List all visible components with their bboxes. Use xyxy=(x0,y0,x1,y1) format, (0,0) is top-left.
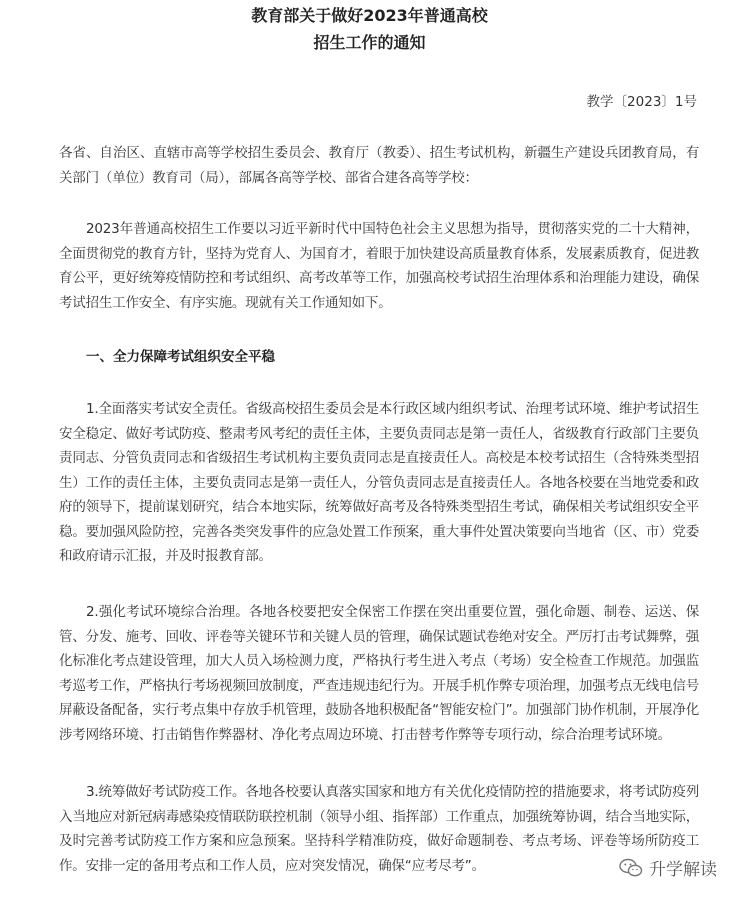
watermark xyxy=(619,855,717,880)
intro-paragraph: 2023年普通高校招生工作要以习近平新时代中国特色社会主义思想为指导，贯彻落实党的二十大精神，全面贯彻党的教育方针，坚持为党育人、为国育才，着眼于加快建设高质量教育体系，发展素质教育，促进教育公平，更好统筹疫情防控和考试组织、高考改革等工作，加强高校考试招生治理体系和治理能力建设，确保考试招生工作安全、有序实施。现就有关工作通知如下。 xyxy=(59,221,699,311)
document-title-line2: 招生工作的通知 xyxy=(313,33,426,52)
item-paragraph-2: 2.强化考试环境综合治理。各地各校要把安全保密工作摆在突出重要位置，强化命题、制卷、运送、保管、分发、施考、回收、评卷等关键环节和关键人员的管理，确保试题试卷绝对安全。严厉打击考试舞弊，强化标准化考点建设管理，加大人员入场检测力度，严格执行考生进入考点（考场）安全检查工作规范。加强监考巡考工作，严格执行考场视频回放制度，严查违规违纪行为。开展手机作弊专项治理，加强考点无线电信号屏蔽设备配备，实行考点集中存放手机管理，鼓励各地积极配备“智能安检门”。加强部门协作机制，开展净化涉考网络环境、打击销售作弊器材、净化考点周边环境、打击替考作弊等专项行动，综合治理考试环境。 xyxy=(59,604,699,743)
document-number: 教学〔2023〕1号 xyxy=(586,94,697,110)
item-paragraph-1: 1.全面落实考试安全责任。省级高校招生委员会是本行政区域内组织考试、治理考试环境、维护考试招生安全稳定、做好考试防疫、整肃考风考纪的责任主体，主要负责同志是第一责任人，省级教育行政部门主要负责同志、分管负责同志和省级招生考试机构主要负责同志是直接责任人。高校是本校考试招生（含特殊类型招生）工作的责任主体，主要负责同志是第一责任人，分管负责同志是直接责任人。各地各校要在当地党委和政府的领导下，提前谋划研究，结合本地实际，统筹做好高考及各特殊类型招生考试，确保相关考试组织安全平稳。要加强风险防控，完善各类突发事件的应急处置工作预案，重大事件处置决策要向当地省（区、市）党委和政府请示汇报，并及时报教育部。 xyxy=(59,401,699,564)
document-title-line1: 教育部关于做好2023年普通高校 xyxy=(251,6,488,25)
addressees-paragraph: 各省、自治区、直辖市高等学校招生委员会、教育厅（教委）、招生考试机构，新疆生产建设兵团教育局，有关部门（单位）教育司（局），部属各高等学校、部省合建各高等学校： xyxy=(59,145,699,186)
watermark-text: 升学解读 xyxy=(649,860,717,880)
wechat-icon xyxy=(619,858,643,878)
item-paragraph-3: 3.统筹做好考试防疫工作。各地各校要认真落实国家和地方有关优化疫情防控的措施要求，将考试防疫列入当地应对新冠病毒感染疫情联防联控机制（领导小组、指挥部）工作重点，加强统筹协调，结合当地实际，及时完善考试防疫工作方案和应急预案。坚持科学精准防疫，做好命题制卷、考点考场、评卷等场所防疫工作。安排一定的备用考点和工作人员，应对突发情况，确保“应考尽考”。 xyxy=(59,784,699,874)
section-heading: 一、全力保障考试组织安全平稳 xyxy=(86,349,275,365)
